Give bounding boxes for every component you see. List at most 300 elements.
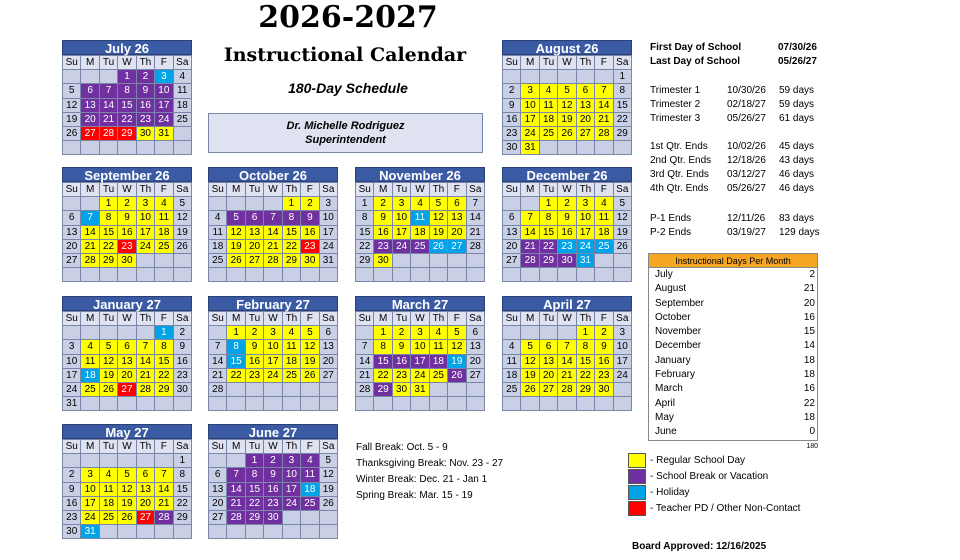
calendar-day: 26: [301, 369, 319, 383]
calendar-empty-cell: [81, 397, 99, 411]
calendar-day: 9: [174, 340, 192, 354]
calendar-day: 28: [356, 383, 374, 397]
calendar-day: 15: [118, 99, 136, 113]
month-calendar: [502, 40, 632, 155]
weekday-header: Tu: [540, 312, 558, 326]
calendar-day: 10: [411, 340, 429, 354]
calendar-empty-cell: [227, 197, 245, 211]
calendar-empty-cell: [63, 268, 81, 282]
weekday-header: M: [81, 183, 99, 197]
calendar-day: 25: [100, 511, 118, 525]
calendar-day: 13: [577, 99, 595, 113]
day-count: 15: [803, 326, 815, 338]
calendar-empty-cell: [227, 383, 245, 397]
calendar-day: 19: [174, 226, 192, 240]
calendar-empty-cell: [614, 141, 632, 155]
month-title: November 26: [355, 167, 485, 182]
calendar-day: 16: [374, 226, 392, 240]
month-name: December: [655, 340, 702, 352]
calendar-day: 17: [155, 99, 173, 113]
calendar-day: 31: [521, 141, 539, 155]
day-count: 18: [803, 354, 815, 366]
calendar-day: 28: [521, 254, 539, 268]
weekday-header: Th: [577, 56, 595, 70]
calendar-day: 20: [448, 226, 466, 240]
weekday-header: F: [595, 56, 613, 70]
breaks-list: [356, 440, 503, 504]
calendar-day: 8: [577, 340, 595, 354]
calendar-day: 15: [540, 226, 558, 240]
weekday-header: Su: [503, 183, 521, 197]
calendar-day: 17: [521, 113, 539, 127]
calendar-day: 18: [540, 113, 558, 127]
calendar-day: 4: [301, 454, 319, 468]
calendar-day: 31: [63, 397, 81, 411]
calendar-day: 3: [264, 326, 282, 340]
calendar-day: 8: [155, 340, 173, 354]
calendar-day: 1: [100, 197, 118, 211]
calendar-day: 13: [320, 340, 338, 354]
calendar-day: 17: [283, 483, 301, 497]
day-count: 21: [803, 283, 815, 295]
calendar-day: 8: [174, 468, 192, 482]
calendar-day: 3: [155, 70, 173, 84]
calendar-day: 18: [411, 226, 429, 240]
calendar-day: 23: [503, 127, 521, 141]
legend-swatch: [628, 469, 646, 484]
calendar-day: 3: [411, 326, 429, 340]
calendar-empty-cell: [411, 397, 429, 411]
calendar-day: 9: [137, 84, 155, 98]
calendar-empty-cell: [246, 383, 264, 397]
calendar-day: 31: [320, 254, 338, 268]
calendar-empty-cell: [503, 397, 521, 411]
calendar-day: 22: [100, 240, 118, 254]
weekday-header: Tu: [540, 56, 558, 70]
calendar-day: 4: [81, 340, 99, 354]
calendar-day: 27: [137, 511, 155, 525]
calendar-empty-cell: [521, 268, 539, 282]
calendar-empty-cell: [614, 397, 632, 411]
calendar-day: 10: [320, 211, 338, 225]
calendar-empty-cell: [595, 397, 613, 411]
calendar-empty-cell: [227, 525, 245, 539]
calendar-empty-cell: [264, 197, 282, 211]
calendar-empty-cell: [100, 454, 118, 468]
month-title: March 27: [355, 296, 485, 311]
calendar-day: 6: [209, 468, 227, 482]
calendar-day: 13: [540, 355, 558, 369]
calendar-day: 14: [155, 483, 173, 497]
calendar-empty-cell: [246, 397, 264, 411]
calendar-day: 13: [467, 340, 485, 354]
calendar-empty-cell: [503, 268, 521, 282]
calendar-day: 26: [63, 127, 81, 141]
calendar-day: 4: [411, 197, 429, 211]
calendar-day: 3: [320, 197, 338, 211]
calendar-empty-cell: [155, 141, 173, 155]
calendar-empty-cell: [63, 326, 81, 340]
term-date: 02/18/27: [727, 99, 766, 110]
calendar-day: 21: [264, 240, 282, 254]
calendar-day: 24: [411, 369, 429, 383]
calendar-day: 23: [264, 497, 282, 511]
calendar-day: 6: [467, 326, 485, 340]
term-date: 03/12/27: [727, 169, 766, 180]
weekday-header: M: [227, 312, 245, 326]
month-name: January: [655, 354, 691, 366]
month-title: September 26: [62, 167, 192, 182]
calendar-empty-cell: [411, 254, 429, 268]
calendar-day: 9: [246, 340, 264, 354]
calendar-day: 10: [577, 211, 595, 225]
term-date: 03/19/27: [727, 227, 766, 238]
calendar-day: 22: [227, 369, 245, 383]
break-item: Fall Break: Oct. 5 - 9: [356, 442, 448, 453]
calendar-day: 1: [283, 197, 301, 211]
instructional-days-row: [649, 282, 817, 296]
calendar-day: 4: [540, 84, 558, 98]
calendar-day: 5: [558, 84, 576, 98]
calendar-day: 28: [595, 127, 613, 141]
calendar-day: 26: [320, 497, 338, 511]
legend-item: [628, 452, 800, 468]
calendar-day: 5: [448, 326, 466, 340]
weekday-header: M: [374, 312, 392, 326]
weekday-header: Th: [577, 312, 595, 326]
calendar-empty-cell: [100, 326, 118, 340]
calendar-day: 10: [81, 483, 99, 497]
calendar-day: 29: [174, 511, 192, 525]
calendar-day: 28: [227, 511, 245, 525]
weekday-header: M: [227, 440, 245, 454]
weekday-header: Su: [356, 183, 374, 197]
calendar-day: 31: [577, 254, 595, 268]
weekday-header: F: [301, 440, 319, 454]
calendar-empty-cell: [430, 383, 448, 397]
calendar-day: 5: [100, 340, 118, 354]
calendar-day: 5: [118, 468, 136, 482]
calendar-day: 15: [283, 226, 301, 240]
calendar-day: 28: [467, 240, 485, 254]
calendar-day: 23: [301, 240, 319, 254]
calendar-day: 1: [356, 197, 374, 211]
calendar-day: 22: [356, 240, 374, 254]
calendar-empty-cell: [209, 326, 227, 340]
calendar-day: 13: [448, 211, 466, 225]
calendar-day: 20: [137, 497, 155, 511]
calendar-day: 26: [118, 511, 136, 525]
calendar-day: 26: [100, 383, 118, 397]
calendar-day: 21: [209, 369, 227, 383]
calendar-day: 14: [209, 355, 227, 369]
calendar-day: 3: [521, 84, 539, 98]
term-date: 12/18/26: [727, 155, 766, 166]
calendar-empty-cell: [374, 397, 392, 411]
calendar-day: 28: [558, 383, 576, 397]
legend-label: - Holiday: [650, 486, 690, 498]
calendar-day: 14: [137, 355, 155, 369]
calendar-day: 6: [137, 468, 155, 482]
calendar-day: 25: [540, 127, 558, 141]
calendar-day: 30: [503, 141, 521, 155]
calendar-day: 22: [614, 113, 632, 127]
calendar-empty-cell: [246, 197, 264, 211]
calendar-day: 30: [558, 254, 576, 268]
calendar-day: 8: [540, 211, 558, 225]
calendar-day: 12: [320, 468, 338, 482]
calendar-day: 11: [209, 226, 227, 240]
calendar-day: 12: [430, 211, 448, 225]
calendar-day: 5: [63, 84, 81, 98]
calendar-day: 18: [209, 240, 227, 254]
calendar-empty-cell: [100, 525, 118, 539]
calendar-day: 30: [63, 525, 81, 539]
calendar-empty-cell: [283, 383, 301, 397]
calendar-day: 5: [174, 197, 192, 211]
calendar-day: 24: [63, 383, 81, 397]
calendar-empty-cell: [521, 70, 539, 84]
weekday-header: W: [118, 183, 136, 197]
calendar-day: 26: [448, 369, 466, 383]
calendar-day: 28: [100, 127, 118, 141]
calendar-day: 18: [430, 355, 448, 369]
month-calendar: [502, 296, 632, 411]
legend-item: [628, 484, 800, 500]
calendar-empty-cell: [155, 454, 173, 468]
calendar-day: 4: [283, 326, 301, 340]
calendar-day: 9: [301, 211, 319, 225]
weekday-header: F: [155, 440, 173, 454]
weekday-header: Th: [137, 56, 155, 70]
calendar-day: 29: [356, 254, 374, 268]
calendar-day: 16: [63, 497, 81, 511]
month-calendar: [355, 296, 485, 411]
calendar-day: 4: [155, 197, 173, 211]
calendar-day: 21: [100, 113, 118, 127]
weekday-header: Su: [63, 440, 81, 454]
calendar-day: 17: [393, 226, 411, 240]
instructional-days-row: [649, 382, 817, 396]
calendar-day: 3: [614, 326, 632, 340]
calendar-day: 18: [174, 99, 192, 113]
calendar-day: 30: [301, 254, 319, 268]
calendar-day: 11: [301, 468, 319, 482]
calendar-day: 1: [118, 70, 136, 84]
month-name: October: [655, 311, 691, 323]
calendar-day: 18: [301, 483, 319, 497]
calendar-day: 9: [264, 468, 282, 482]
weekday-header: Su: [209, 312, 227, 326]
page-subtitle: Instructional Calendar: [223, 44, 467, 66]
calendar-day: 14: [356, 355, 374, 369]
calendar-day: 12: [100, 355, 118, 369]
calendar-empty-cell: [430, 254, 448, 268]
term-date: 10/30/26: [727, 85, 766, 96]
legend-swatch: [628, 453, 646, 468]
calendar-day: 13: [246, 226, 264, 240]
calendar-day: 17: [81, 497, 99, 511]
calendar-day: 23: [558, 240, 576, 254]
break-item: Thanksgiving Break: Nov. 23 - 27: [356, 458, 504, 469]
term-label: 1st Qtr. Ends: [650, 141, 708, 152]
calendar-empty-cell: [467, 254, 485, 268]
break-item: Winter Break: Dec. 21 - Jan 1: [356, 474, 488, 485]
calendar-day: 21: [227, 497, 245, 511]
calendar-empty-cell: [577, 141, 595, 155]
calendar-day: 23: [63, 511, 81, 525]
calendar-empty-cell: [81, 141, 99, 155]
calendar-empty-cell: [264, 525, 282, 539]
legend-label: - Regular School Day: [650, 454, 746, 466]
calendar-empty-cell: [301, 525, 319, 539]
weekday-header: F: [595, 183, 613, 197]
calendar-day: 4: [595, 197, 613, 211]
calendar-empty-cell: [209, 268, 227, 282]
calendar-day: 29: [283, 254, 301, 268]
month-title: June 27: [208, 424, 338, 439]
calendar-empty-cell: [595, 141, 613, 155]
calendar-day: 10: [393, 211, 411, 225]
weekday-header: Tu: [100, 312, 118, 326]
calendar-day: 17: [411, 355, 429, 369]
term-date: 05/26/27: [727, 183, 766, 194]
weekday-header: Th: [137, 312, 155, 326]
calendar-day: 18: [81, 369, 99, 383]
calendar-day: 11: [595, 211, 613, 225]
calendar-day: 20: [81, 113, 99, 127]
calendar-day: 2: [595, 326, 613, 340]
calendar-day: 16: [264, 483, 282, 497]
month-calendar: [208, 296, 338, 411]
calendar-day: 19: [558, 113, 576, 127]
calendar-day: 15: [100, 226, 118, 240]
calendar-day: 15: [614, 99, 632, 113]
calendar-day: 2: [174, 326, 192, 340]
day-count: 2: [809, 269, 815, 280]
calendar-day: 11: [411, 211, 429, 225]
weekday-header: Su: [209, 440, 227, 454]
month-name: May: [655, 411, 674, 423]
calendar-day: 25: [595, 240, 613, 254]
weekday-header: Su: [63, 312, 81, 326]
calendar-empty-cell: [320, 525, 338, 539]
calendar-empty-cell: [81, 70, 99, 84]
calendar-day: 1: [174, 454, 192, 468]
day-count: 18: [803, 411, 815, 423]
weekday-header: M: [227, 183, 245, 197]
calendar-day: 7: [264, 211, 282, 225]
calendar-empty-cell: [301, 383, 319, 397]
calendar-day: 11: [155, 211, 173, 225]
instructional-days-row: [649, 425, 817, 439]
calendar-day: 24: [283, 497, 301, 511]
calendar-day: 18: [100, 497, 118, 511]
calendar-day: 6: [81, 84, 99, 98]
term-label: Trimester 2: [650, 99, 701, 110]
calendar-day: 19: [100, 369, 118, 383]
calendar-day: 1: [577, 326, 595, 340]
weekday-header: Sa: [614, 183, 632, 197]
board-approved: Board Approved: 12/16/2025: [632, 541, 767, 552]
instructional-days-total: 180: [806, 443, 818, 450]
weekday-header: Tu: [246, 183, 264, 197]
weekday-header: Sa: [614, 56, 632, 70]
calendar-day: 15: [174, 483, 192, 497]
day-count: 20: [803, 297, 815, 309]
calendar-day: 18: [283, 355, 301, 369]
instructional-days-row: [649, 354, 817, 368]
weekday-header: W: [118, 440, 136, 454]
calendar-empty-cell: [100, 268, 118, 282]
calendar-day: 27: [63, 254, 81, 268]
break-item: Spring Break: Mar. 15 - 19: [356, 490, 473, 501]
month-title: April 27: [502, 296, 632, 311]
calendar-day: 8: [118, 84, 136, 98]
calendar-empty-cell: [174, 397, 192, 411]
calendar-empty-cell: [137, 397, 155, 411]
calendar-day: 27: [448, 240, 466, 254]
calendar-day: 27: [246, 254, 264, 268]
calendar-day: 31: [81, 525, 99, 539]
calendar-empty-cell: [155, 397, 173, 411]
term-label: Trimester 3: [650, 113, 701, 124]
calendar-day: 11: [430, 340, 448, 354]
weekday-header: Th: [430, 312, 448, 326]
weekday-header: F: [301, 183, 319, 197]
calendar-empty-cell: [320, 511, 338, 525]
schedule-label: 180-Day Schedule: [288, 80, 408, 96]
calendar-empty-cell: [227, 454, 245, 468]
calendar-day: 9: [393, 340, 411, 354]
calendar-day: 30: [393, 383, 411, 397]
calendar-day: 23: [118, 240, 136, 254]
weekday-header: F: [448, 312, 466, 326]
calendar-empty-cell: [430, 268, 448, 282]
page-title: 2026-2027: [258, 0, 438, 35]
calendar-day: 5: [430, 197, 448, 211]
calendar-day: 20: [63, 240, 81, 254]
calendar-day: 24: [577, 240, 595, 254]
calendar-day: 11: [100, 483, 118, 497]
calendar-empty-cell: [503, 197, 521, 211]
calendar-empty-cell: [137, 254, 155, 268]
calendar-day: 25: [301, 497, 319, 511]
calendar-empty-cell: [264, 268, 282, 282]
calendar-empty-cell: [174, 127, 192, 141]
calendar-day: 26: [430, 240, 448, 254]
calendar-day: 6: [540, 340, 558, 354]
calendar-day: 9: [118, 211, 136, 225]
calendar-day: 8: [283, 211, 301, 225]
calendar-day: 10: [63, 355, 81, 369]
calendar-empty-cell: [174, 525, 192, 539]
calendar-empty-cell: [100, 70, 118, 84]
calendar-day: 14: [264, 226, 282, 240]
calendar-day: 13: [63, 226, 81, 240]
first-day-label: First Day of School: [650, 42, 742, 53]
calendar-day: 2: [118, 197, 136, 211]
calendar-day: 30: [595, 383, 613, 397]
calendar-day: 6: [577, 84, 595, 98]
calendar-day: 17: [614, 355, 632, 369]
calendar-empty-cell: [81, 197, 99, 211]
calendar-day: 19: [63, 113, 81, 127]
calendar-empty-cell: [448, 397, 466, 411]
calendar-day: 19: [320, 483, 338, 497]
month-calendar: [62, 424, 192, 539]
calendar-day: 6: [118, 340, 136, 354]
